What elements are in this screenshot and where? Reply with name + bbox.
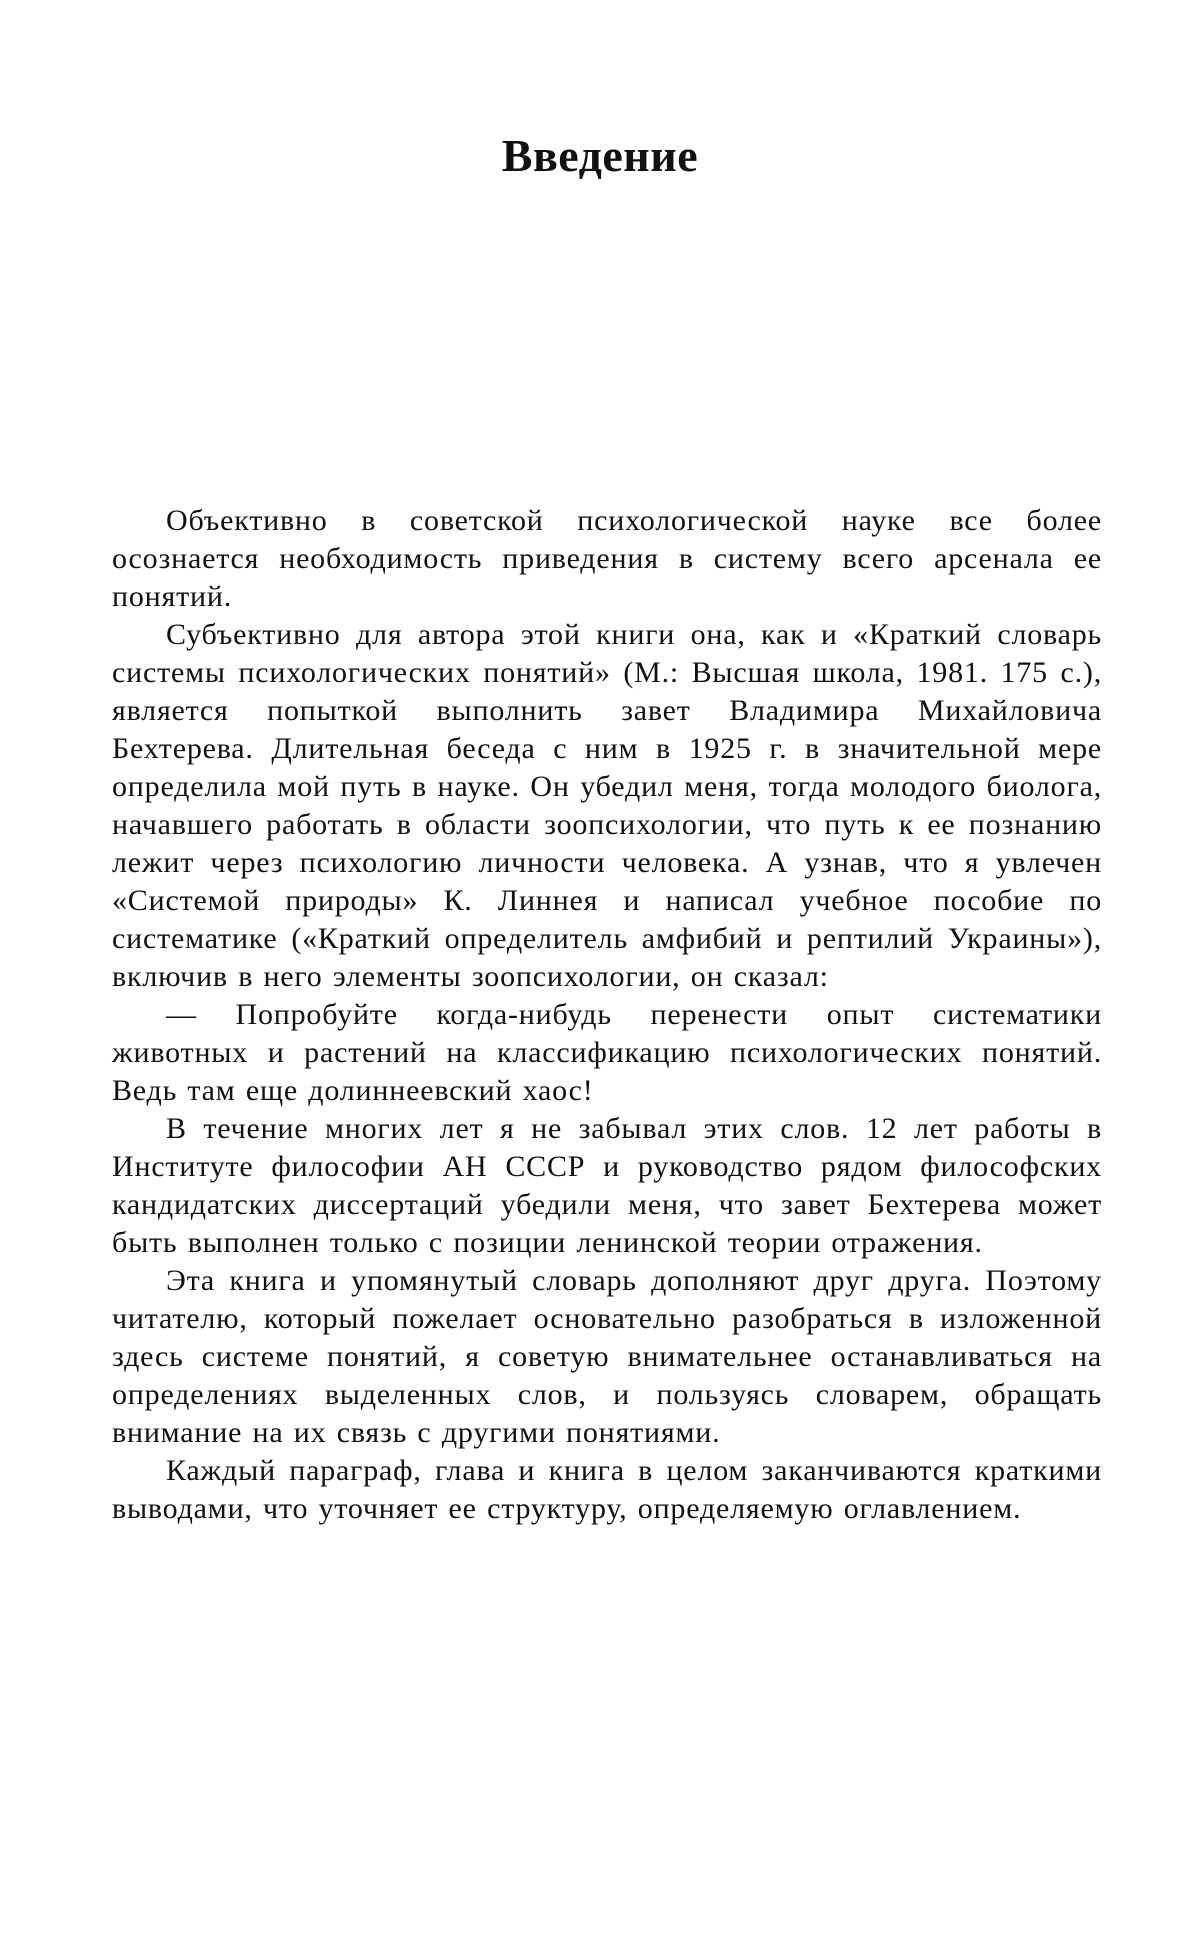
paragraph-4: В течение многих лет я не забывал этих слов. 12 лет работы в Институте философии АН СССР и руководство рядом философских кандидатских диссертаций убедили меня, что завет Бехтерева может быть выполнен только с позиции ленинской теории отражения. <box>112 1112 1102 1259</box>
page-title: Введение <box>501 130 699 181</box>
paragraph-2: Субъективно для автора этой книги она, как и «Краткий словарь системы психологических понятий» (М.: Высшая школа, 1981. 175 с.), является попыткой выполнить завет Владимира Михайловича Бехтерева. Длительная беседа с ним в 1925 г. в значительной мере определила мой путь в науке. Он убедил меня, тогда молодого биолога, начавшего работать в области зоопсихологии, что путь к ее познанию лежит через психологию личности человека. А узнав, что я увлечен «Системой природы» К. Линнея и написал учебное пособие по систематике («Краткий определитель амфибий и рептилий Украины»), включив в него элементы зоопсихологии, он сказал: <box>112 618 1102 993</box>
paragraph-3: — Попробуйте когда-нибудь перенести опыт систематики животных и растений на классификацию психологических понятий. Ведь там еще долиннеевский хаос! <box>112 998 1102 1107</box>
paragraph-1: Объективно в советской психологической науке все более осознается необходимость приведения в систему всего арсенала ее понятий. <box>112 504 1102 613</box>
body-text <box>112 502 1102 1528</box>
paragraph-5: Эта книга и упомянутый словарь дополняют друг друга. Поэтому читателю, который пожелает основательно разобраться в изложенной здесь системе понятий, я советую внимательнее останавливаться на определениях выделенных слов, и пользуясь словарем, обращать внимание на их связь с другими понятиями. <box>112 1264 1102 1449</box>
paragraph-6: Каждый параграф, глава и книга в целом заканчиваются краткими выводами, что уточняет ее структуру, определяемую оглавлением. <box>112 1454 1102 1525</box>
